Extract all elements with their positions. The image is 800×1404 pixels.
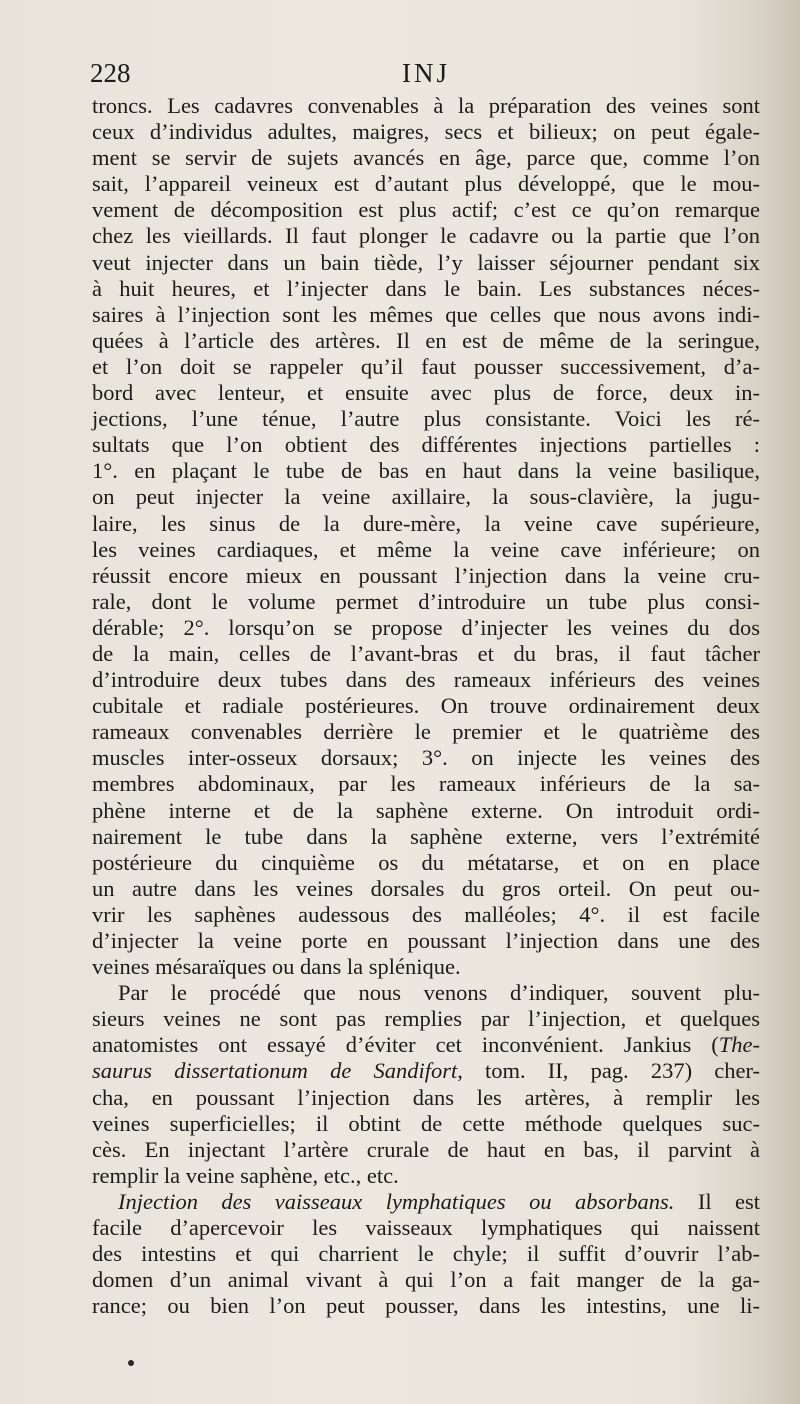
text-line: veines superficielles; il obtint de cette méthode quelques suc- — [92, 1110, 760, 1136]
text-line: Par le procédé que nous venons d’indiquer, souvent plu- — [118, 980, 760, 1006]
text-line: laire, les sinus de la dure-mère, la veine cave supérieure, — [92, 510, 760, 536]
text-line: à huit heures, et l’injecter dans le bain. Les substances néces- — [92, 275, 760, 301]
text-line-segment: Il est — [674, 1188, 760, 1214]
page-number: 228 — [90, 58, 131, 88]
text-line — [92, 1189, 760, 1215]
page-header — [90, 58, 762, 98]
text-line: sieurs veines ne sont pas remplies par l’injection, et quelques — [92, 1006, 760, 1032]
text-line — [92, 1032, 760, 1058]
running-head: INJ — [402, 58, 450, 88]
text-line: phène interne et de la saphène externe. On introduit ordi- — [92, 797, 760, 823]
italic-segment: The- — [718, 1032, 760, 1058]
text-line: 1°. en plaçant le tube de bas en haut dans la veine basilique, — [92, 458, 760, 484]
text-line: un autre dans les veines dorsales du gros orteil. On peut ou- — [92, 875, 760, 901]
text-line: chez les vieillards. Il faut plonger le cadavre ou la partie que l’on — [92, 223, 760, 249]
text-line: muscles inter-osseux dorsaux; 3°. on injecte les veines des — [92, 745, 760, 771]
text-line: veines mésaraïques ou dans la splénique. — [92, 954, 461, 980]
text-line: vement de décomposition est plus actif; c’est ce qu’on remarque — [92, 197, 760, 223]
italic-segment: saurus dissertationum de Sandifort — [92, 1058, 458, 1084]
text-line: on peut injecter la veine axillaire, la sous-clavière, la jugu- — [92, 484, 760, 510]
text-line: les veines cardiaques, et même la veine cave inférieure; on — [92, 536, 760, 562]
text-line: sultats que l’on obtient des différentes injections partielles : — [92, 432, 760, 458]
text-line: jections, l’une ténue, l’autre plus consistante. Voici les ré- — [92, 406, 760, 432]
text-line: rance; ou bien l’on peut pousser, dans les intestins, une li- — [92, 1293, 760, 1319]
text-line: vrir les saphènes audessous des malléoles; 4°. il est facile — [92, 901, 760, 927]
body-text — [92, 93, 760, 1319]
text-line: postérieure du cinquième os du métatarse, et on en place — [92, 849, 760, 875]
text-line: ceux d’individus adultes, maigres, secs et bilieux; on peut égale- — [92, 119, 760, 145]
text-line: nairement le tube dans la saphène externe, vers l’extrémité — [92, 823, 760, 849]
text-line: troncs. Les cadavres convenables à la préparation des veines sont — [92, 93, 760, 118]
text-line: cubitale et radiale postérieures. On trouve ordinairement deux — [92, 693, 760, 719]
text-line: cès. En injectant l’artère crurale de haut en bas, il parvint à — [92, 1136, 760, 1162]
text-line-segment: anatomistes ont essayé d’éviter cet inconvénient. Jankius ( — [92, 1032, 719, 1058]
text-line: de la main, celles de l’avant-bras et du bras, il faut tâcher — [92, 640, 760, 666]
text-line: réussit encore mieux en poussant l’injection dans la veine cru- — [92, 562, 760, 588]
ink-speck — [128, 1360, 134, 1366]
text-line: veut injecter dans un bain tiède, l’y laisser séjourner pendant six — [92, 249, 760, 275]
italic-segment: Injection des vaisseaux lymphatiques ou absorbans. — [118, 1188, 675, 1214]
text-line: d’injecter la veine porte en poussant l’injection dans une des — [92, 928, 760, 953]
text-line: ment se servir de sujets avancés en âge, parce que, comme l’on — [92, 145, 760, 171]
text-line: quées à l’article des artères. Il en est de même de la seringue, — [92, 327, 760, 353]
text-line: bord avec lenteur, et ensuite avec plus de force, deux in- — [92, 380, 760, 406]
text-line-segment: , tom. II, pag. 237) cher- — [457, 1058, 760, 1084]
text-line: rameaux convenables derrière le premier et le quatrième des — [92, 719, 760, 745]
text-line: cha, en poussant l’injection dans les artères, à remplir les — [92, 1084, 760, 1110]
text-line: d’introduire deux tubes dans des rameaux inférieurs des veines — [92, 667, 760, 693]
text-line: remplir la veine saphène, etc., etc. — [92, 1162, 399, 1188]
text-line: rale, dont le volume permet d’introduire un tube plus consi- — [92, 588, 760, 614]
text-line: membres abdominaux, par les rameaux inférieurs de la sa- — [92, 771, 760, 797]
text-line: sait, l’appareil veineux est d’autant plus développé, que le mou- — [92, 171, 760, 197]
text-line — [92, 1058, 760, 1084]
text-line: des intestins et qui charrient le chyle; il suffit d’ouvrir l’ab- — [92, 1241, 760, 1267]
text-line: domen d’un animal vivant à qui l’on a fait manger de la ga- — [92, 1267, 760, 1293]
text-line: saires à l’injection sont les mêmes que celles que nous avons indi- — [92, 301, 760, 327]
text-line: et l’on doit se rappeler qu’il faut pousser successivement, d’a- — [92, 353, 760, 379]
text-line: dérable; 2°. lorsqu’on se propose d’injecter les veines du dos — [92, 614, 760, 640]
text-line: facile d’apercevoir les vaisseaux lymphatiques qui naissent — [92, 1215, 760, 1241]
